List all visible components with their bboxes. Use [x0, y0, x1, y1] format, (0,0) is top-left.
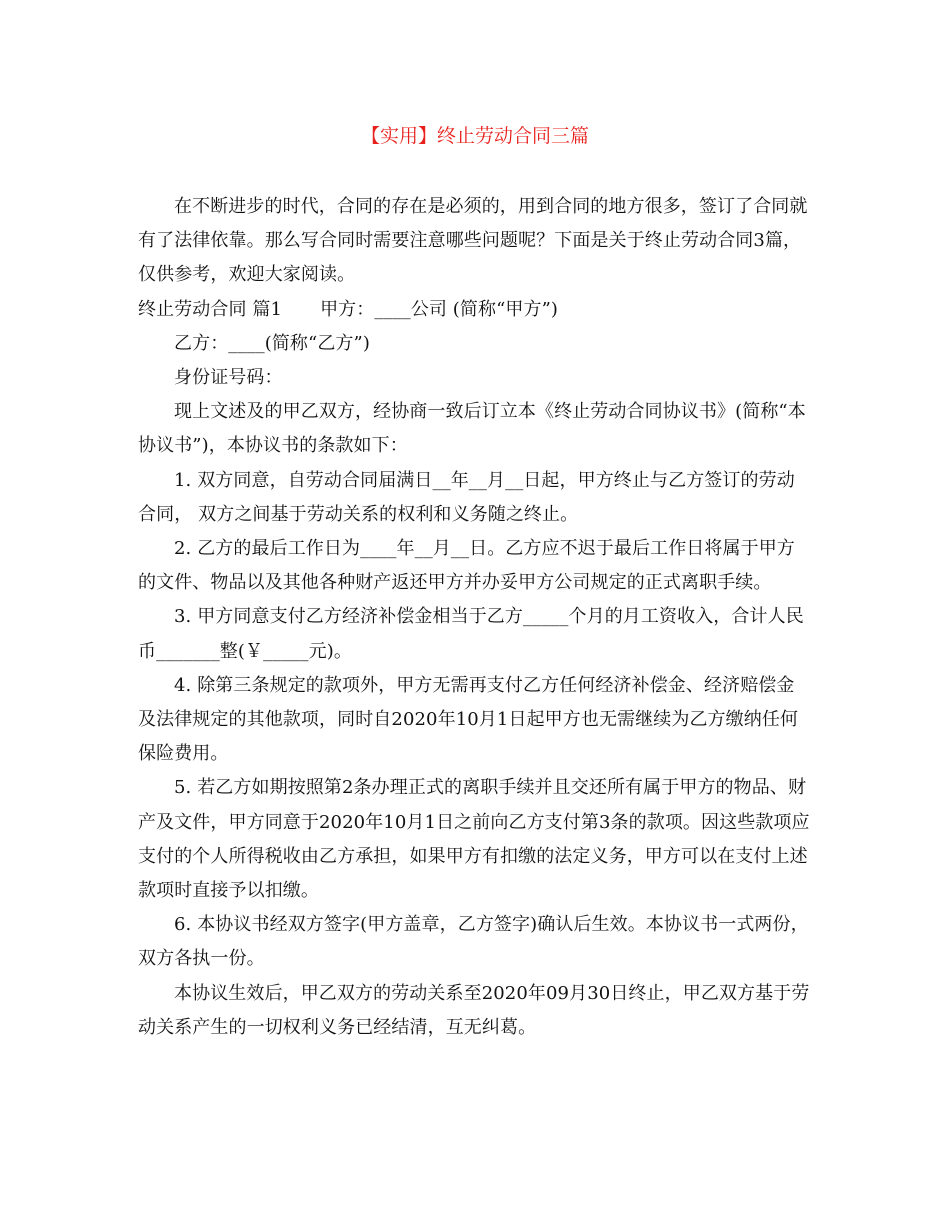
- closing-paragraph: 本协议生效后，甲乙双方的劳动关系至2020年09月30日终止，甲乙双方基于劳动关系产生的一切权利义务已经结清，互无纠葛。: [138, 982, 810, 1038]
- id-number-line: 身份证号码：: [174, 367, 283, 389]
- clause-4: 4. 除第三条规定的款项外，甲方无需再支付乙方任何经济补偿金、经济赔偿金及法律规定的其他款项，同时自2020年10月1日起甲方也无需继续为乙方缴纳任何保险费用。: [138, 674, 799, 765]
- clause-2: 2. 乙方的最后工作日为____年__月__日。乙方应不迟于最后工作日将属于甲方的文件、物品以及其他各种财产返还甲方并办妥甲方公司规定的正式离职手续。: [138, 538, 795, 594]
- clause-1: 1. 双方同意，自劳动合同届满日__年__月__日起，甲方终止与乙方签订的劳动合同， 双方之间基于劳动关系的权利和义务随之终止。: [138, 469, 795, 525]
- section-heading: 终止劳动合同 篇1: [138, 298, 283, 320]
- section-heading-line: [138, 293, 810, 327]
- party-a-line: 甲方：____公司 (简称“甲方”): [320, 298, 559, 320]
- clause-3: 3. 甲方同意支付乙方经济补偿金相当于乙方_____个月的月工资收入，合计人民币_______整(￥_____元)。: [138, 606, 804, 662]
- clause-6: 6. 本协议书经双方签字(甲方盖章，乙方签字)确认后生效。本协议书一式两份，双方各执一份。: [138, 914, 809, 970]
- document-body: [138, 190, 810, 1045]
- party-b-line: 乙方：____(简称“乙方”): [174, 332, 370, 354]
- preamble-paragraph: 现上文述及的甲乙双方，经协商一致后订立本《终止劳动合同协议书》(简称“本协议书”)，本协议书的条款如下：: [138, 401, 806, 457]
- intro-paragraph: 在不断进步的时代，合同的存在是必须的，用到合同的地方很多，签订了合同就有了法律依靠。那么写合同时需要注意哪些问题呢？下面是关于终止劳动合同3篇，仅供参考，欢迎大家阅读。: [138, 196, 808, 286]
- document-title: 【实用】终止劳动合同三篇: [360, 125, 589, 147]
- clause-5: 5. 若乙方如期按照第2条办理正式的离职手续并且交还所有属于甲方的物品、财产及文件，甲方同意于2020年10月1日之前向乙方支付第3条的款项。因这些款项应支付的个人所得税收由乙方承担，如果甲方有扣缴的法定义务，甲方可以在支付上述款项时直接予以扣缴。: [138, 777, 810, 902]
